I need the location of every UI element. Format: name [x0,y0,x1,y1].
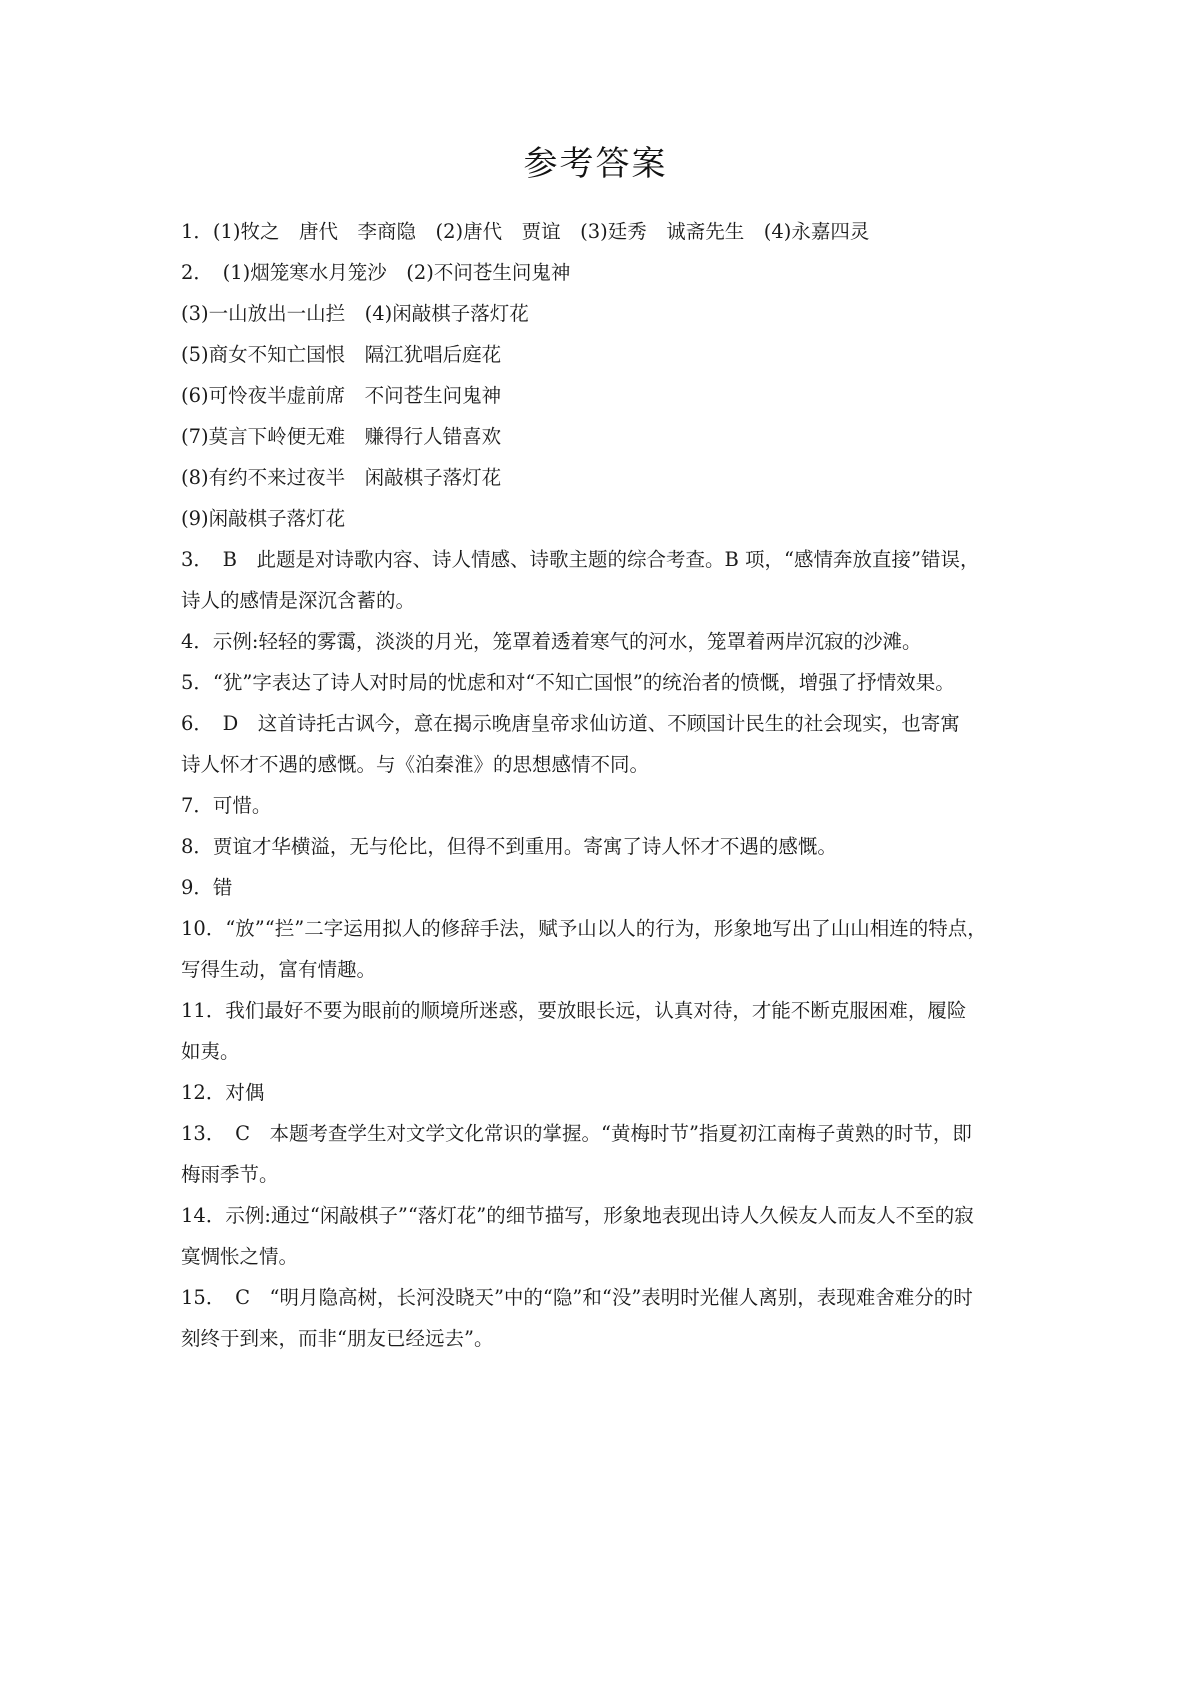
answer-line: 12．对偶 [181,1081,265,1104]
answer-line: 寞惆怅之情。 [181,1245,299,1268]
answer-line: 梅雨季节。 [181,1163,279,1186]
answer-line: 6． D 这首诗托古讽今，意在揭示晚唐皇帝求仙访道、不顾国计民生的社会现实，也寄寓 [181,712,960,735]
answer-line: 4．示例:轻轻的雾霭，淡淡的月光，笼罩着透着寒气的河水，笼罩着两岸沉寂的沙滩。 [181,630,922,653]
answer-line: 3． B 此题是对诗歌内容、诗人情感、诗歌主题的综合考查。B 项，“感情奔放直接”错误， [181,548,980,571]
answer-line: 15． C “明月隐高树，长河没晓天”中的“隐”和“没”表明时光催人离别，表现难舍难分的时 [181,1286,973,1309]
answer-line: (6)可怜夜半虚前席 不问苍生问鬼神 [181,384,502,407]
answer-line: 诗人的感情是深沉含蓄的。 [181,589,416,612]
answer-line: (9)闲敲棋子落灯花 [181,507,346,530]
answer-line: 刻终于到来，而非“朋友已经远去”。 [181,1327,494,1350]
answer-line: (8)有约不来过夜半 闲敲棋子落灯花 [181,466,502,489]
answer-line: 5．“犹”字表达了诗人对时局的忧虑和对“不知亡国恨”的统治者的愤慨，增强了抒情效果。 [181,671,955,694]
answer-line: 2． (1)烟笼寒水月笼沙 (2)不问苍生问鬼神 [181,261,571,284]
answer-line: 10．“放”“拦”二字运用拟人的修辞手法，赋予山以人的行为，形象地写出了山山相连的特点， [181,917,987,940]
answer-line: 8．贾谊才华横溢，无与伦比，但得不到重用。寄寓了诗人怀才不遇的感慨。 [181,835,837,858]
answer-line: (3)一山放出一山拦 (4)闲敲棋子落灯花 [181,302,529,325]
answer-line: (7)莫言下岭便无难 赚得行人错喜欢 [181,425,502,448]
answer-line: 7．可惜。 [181,794,272,817]
answer-line: 11．我们最好不要为眼前的顺境所迷惑，要放眼长远，认真对待，才能不断克服困难，履险 [181,999,967,1022]
answer-line: 诗人怀才不遇的感慨。与《泊秦淮》的思想感情不同。 [181,753,650,776]
answer-line: (5)商女不知亡国恨 隔江犹唱后庭花 [181,343,502,366]
answer-list [181,211,1013,1359]
answer-line: 如夷。 [181,1040,240,1063]
answer-line: 1．(1)牧之 唐代 李商隐 (2)唐代 贾谊 (3)廷秀 诚斋先生 (4)永嘉四灵 [181,220,870,243]
answer-line: 9．错 [181,876,233,899]
page-title: 参考答案 [523,144,668,184]
answer-line: 13． C 本题考查学生对文学文化常识的掌握。“黄梅时节”指夏初江南梅子黄熟的时节，即 [181,1122,972,1145]
answer-line: 14．示例:通过“闲敲棋子”“落灯花”的细节描写，形象地表现出诗人久候友人而友人不至的寂 [181,1204,974,1227]
answer-line: 写得生动，富有情趣。 [181,958,377,981]
